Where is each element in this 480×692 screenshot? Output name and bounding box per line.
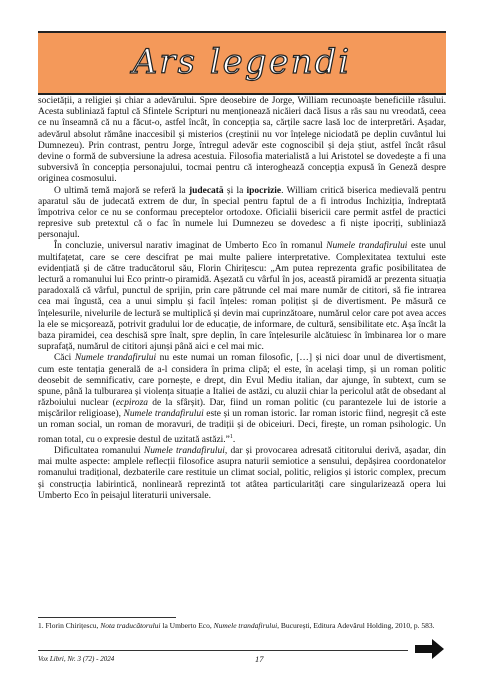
footnote-ref[interactable]: 1 xyxy=(229,433,233,440)
footer-divider xyxy=(38,650,408,651)
header-banner xyxy=(38,31,446,95)
article-body xyxy=(38,96,446,502)
paragraph: O ultimă temă majoră se referă la judecată și la ipocrizie. William critică biserica medievală pentru aparatul său de judecată extrem de dur, în special pentru faptul de a fi introdus Inchiziția, îndreptată împotriva celor ce nu se conformau preceptelor ortodoxe. Oficialii bisericii care permit astfel de practici represive sub pretextul că o fac în numele lui Dumnezeu se dovedesc a fi niște ipocriți, subliniază personajul. xyxy=(38,185,447,241)
paragraph: societății, a religiei și chiar a adevărului. Spre deosebire de Jorge, William recunoaște beneficiile râsului. Acesta subliniază faptul că Sfintele Scripturi nu menționează nicăieri dacă Iisus a râs sau nu vreodată, ceea ce nu înseamnă că nu a făcut-o, astfel încât, în concepția sa, cărțile sacre lasă loc de interpretări. Așadar, adevărul absolut rămâne inaccesibil și misterios (creștinii nu vor înțelege niciodată pe deplin cuvântul lui Dumnezeu). Prin contrast, pentru Jorge, întregul adevăr este cognoscibil și deja știut, astfel încât râsul devine o formă de subversiune la adresa acestuia. Filosofia materialistă a lui Aristotel se dovedește a fi una subversivă în concepția personajului, tocmai pentru că interoghează concepția expusă în Geneză despre originea cosmosului. xyxy=(38,96,446,185)
next-page-arrow-icon[interactable] xyxy=(415,638,445,660)
paragraph: Căci Numele trandafirului nu este numai un roman filosofic, […] și nici doar unul de divertisment, cum este tentația generală de a-l considera în prima clipă; el este, în același timp, și un roman politic deosebit de semnificativ, care pornește, e drept, din Evul Mediu italian, dar ajunge, în subtext, cum se spune, până la tulburarea și violența situație a Italiei de astăzi, cu aluzii chiar la pericolul atât de obsedant al războiului nuclear (ecpiroza de la sfârșit). Dar, fiind un roman politic (cu parantezele lui de istorie a mișcărilor religioase), Numele trandafirului este și un roman istoric. Iar roman istoric fiind, negreșit că este un roman social, un roman de moravuri, de tradiții și de obiceiuri. Deci, firește, un roman psihologic. Un roman total, cu o expresie destul de uzitată astăzi.”$^1$. xyxy=(38,353,447,445)
journal-issue: Vox Libri, Nr. 3 (72) - 2024 xyxy=(38,655,115,663)
paragraph: Dificultatea romanului Numele trandafirului, dar și provocarea adresată cititorului derivă, așadar, din mai multe aspecte: amplele reflecții filosofice asupra naturii semiotice a sensului, depășirea coordonatelor romanului tradițional, dezbaterile care restituie un climat social, politic, religios și istoric complex, precum și construcția labirintică, nonlineară reprezintă tot atâtea particularități care singularizează opera lui Umberto Eco în peisajul literaturii universale. xyxy=(38,445,446,501)
footnote-divider xyxy=(38,617,176,618)
footnote: 1. Florin Chirițescu, Nota traducătorului la Umberto Eco, Numele trandafirului, București, Editura Adevărul Holding, 2010, p. 583. xyxy=(38,621,435,630)
paragraph: În concluzie, universul narativ imaginat de Umberto Eco în romanul Numele trandafirului este unul multifațetat, care se cere descifrat pe mai multe paliere interpretative. Complexitatea textului este evidențiată și de către traducătorul său, Florin Chirițescu: „Am putea reprezenta grafic posibilitatea de lectură a romanului lui Eco printr-o piramidă. Așezată cu vârful în jos, această piramidă ar prezenta situația paradoxală că vârful, punctul de sprijin, prin care pătrunde cel mai mare număr de cititori, să fie intrarea cea mai îngustă, cea a unui simplu și facil înțeles: roman polițist și de divertisment. Pe măsură ce înțelesurile, nivelurile de lectură se multiplică și devin mai cuprinzătoare, numărul celor care pot avea acces la ele se micșorează, potrivit gradului lor de educație, de informare, de cultură, sensibilitate etc. Așa încât la baza piramidei, cea deschisă spre înalt, spre deplin, în care înțelesurile alcătuiesc în îmbinarea lor o mare suprafață, numărul de cititori ajunși până aici e cel mai mic. xyxy=(38,241,446,353)
section-title: Ars legendi xyxy=(132,42,352,82)
page-number: 17 xyxy=(255,654,264,664)
